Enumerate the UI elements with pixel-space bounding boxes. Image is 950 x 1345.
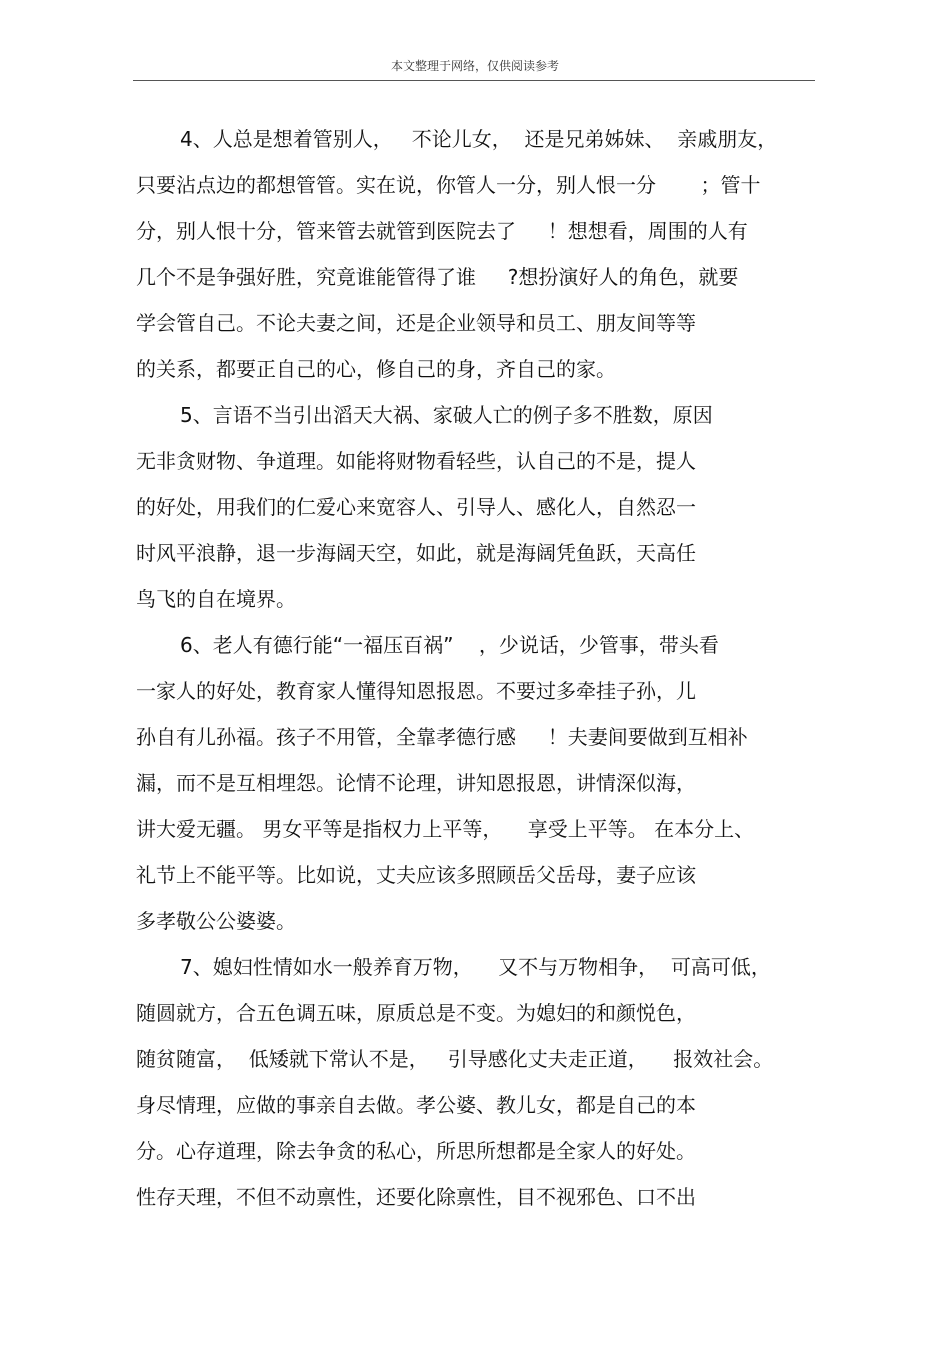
- text-line: 一家人的好处，教育家人懂得知恩报恩。不要过多牵挂子孙，儿: [136, 679, 696, 703]
- text-line: 时风平浪静，退一步海阔天空，如此，就是海阔凭鱼跃，天高任: [136, 541, 696, 565]
- text-line: 随贫随富， 低矮就下常认不是， 引导感化丈夫走正道， 报效社会。: [136, 1047, 774, 1071]
- document-body: [136, 116, 826, 1220]
- header-rule: [133, 80, 815, 81]
- text-line: 6、老人有德行能“一福压百祸” ，少说话，少管事，带头看: [180, 633, 719, 657]
- text-line: 5、言语不当引出滔天大祸、家破人亡的例子多不胜数，原因: [180, 403, 713, 427]
- text-line: 分。心存道理，除去争贪的私心，所思所想都是全家人的好处。: [136, 1139, 696, 1163]
- text-line: 分，别人恨十分，管来管去就管到医院去了 ！想想看，周围的人有: [136, 219, 748, 243]
- paragraph-7: [136, 944, 826, 1220]
- text-line: 学会管自己。不论夫妻之间，还是企业领导和员工、朋友间等等: [136, 311, 696, 335]
- text-line: 礼节上不能平等。比如说，丈夫应该多照顾岳父岳母，妻子应该: [136, 863, 696, 887]
- text-line: 身尽情理，应做的事亲自去做。孝公婆、教儿女，都是自己的本: [136, 1093, 696, 1117]
- text-line: 漏，而不是互相埋怨。论情不论理，讲知恩报恩，讲情深似海，: [136, 771, 696, 795]
- text-line: 几个不是争强好胜，究竟谁能管得了谁 ?想扮演好人的角色，就要: [136, 265, 739, 289]
- paragraph-6: [136, 622, 826, 944]
- text-line: 的好处，用我们的仁爱心来宽容人、引导人、感化人，自然忍一: [136, 495, 696, 519]
- text-line: 孙自有儿孙福。孩子不用管，全靠孝德行感 ！夫妻间要做到互相补: [136, 725, 748, 749]
- paragraph-5: [136, 392, 826, 622]
- text-line: 无非贪财物、争道理。如能将财物看轻些，认自己的不是，提人: [136, 449, 696, 473]
- paragraph-4: [136, 116, 826, 392]
- text-line: 性存天理，不但不动禀性，还要化除禀性，目不视邪色、口不出: [136, 1185, 696, 1209]
- page-header: 本文整理于网络，仅供阅读参考: [390, 59, 559, 73]
- text-line: 随圆就方，合五色调五味，原质总是不变。为媳妇的和颜悦色，: [136, 1001, 696, 1025]
- text-line: 只要沾点边的都想管管。实在说，你管人一分，别人恨一分 ；管十: [136, 173, 761, 197]
- text-line: 4、人总是想着管别人， 不论儿女， 还是兄弟姊妹、 亲戚朋友，: [180, 127, 778, 151]
- text-line: 的关系，都要正自己的心，修自己的身，齐自己的家。: [136, 357, 616, 381]
- text-line: 鸟飞的自在境界。: [136, 587, 296, 611]
- text-line: 7、媳妇性情如水一般养育万物， 又不与万物相争， 可高可低，: [180, 955, 771, 979]
- text-line: 讲大爱无疆。 男女平等是指权力上平等， 享受上平等。 在本分上、: [136, 817, 755, 841]
- text-line: 多孝敬公公婆婆。: [136, 909, 296, 933]
